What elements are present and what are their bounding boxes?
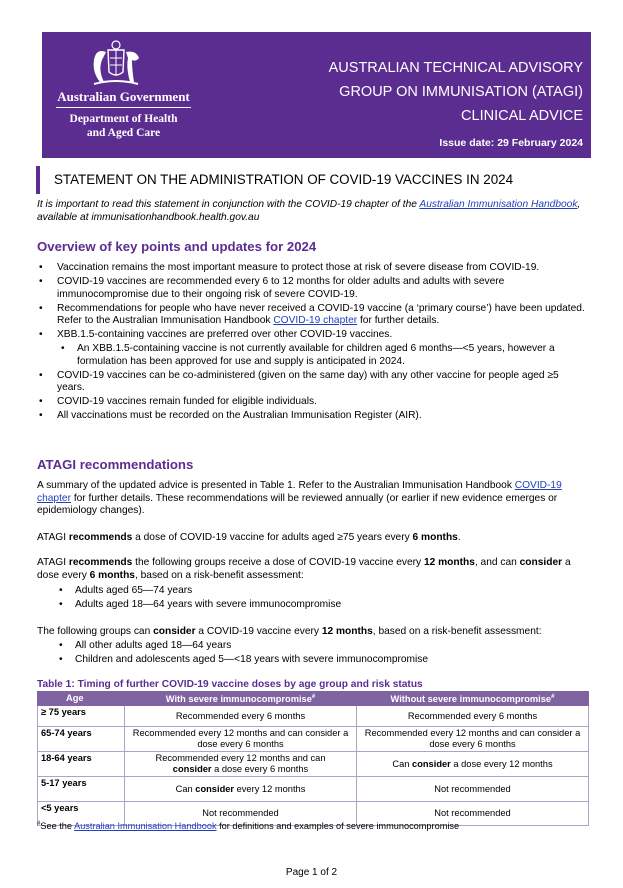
p4-c: a COVID-19 vaccine every <box>195 626 322 637</box>
header-age: Age <box>38 692 125 706</box>
age-cell: 65-74 years <box>38 727 125 752</box>
list-item: • Vaccination remains the most important measure to protect those at risk of severe disease from COVID-19. <box>37 262 589 275</box>
age-cell: <5 years <box>38 802 125 826</box>
p2-c: a dose of COVID-19 vaccine for adults aged ≥75 years every <box>132 532 413 543</box>
department-name <box>52 112 195 140</box>
p1-text: A summary of the updated advice is presented in Table 1. Refer to the Australian Immunisation Handbook <box>37 480 515 491</box>
table-header-row <box>38 692 589 706</box>
age-cell: ≥ 75 years <box>38 706 125 727</box>
table-row <box>38 727 589 752</box>
list-item: • XBB.1.5-containing vaccines are preferred over other COVID-19 vaccines. <box>37 329 589 342</box>
summary-paragraph <box>37 480 589 518</box>
divider <box>56 107 191 108</box>
intro-text <box>37 199 587 224</box>
intro-before: It is important to read this statement in conjunction with the COVID-19 chapter of the <box>37 199 420 210</box>
statement-title: STATEMENT ON THE ADMINISTRATION OF COVID-19 VACCINES IN 2024 <box>54 172 514 187</box>
footnote-after: for definitions and examples of severe immunocompromise <box>216 821 460 832</box>
p3-d: 12 months <box>423 557 475 568</box>
coat-of-arms-icon <box>86 38 146 90</box>
footnote-before: See the <box>40 821 75 832</box>
list-item: • COVID-19 vaccines can be co-administered (given on the same day) with any other vaccine for people aged ≥5 years. <box>37 370 589 395</box>
p4-b: consider <box>153 626 196 637</box>
p3-a: ATAGI <box>37 557 69 568</box>
covid-chapter-link-2[interactable]: COVID-19 chapter <box>37 480 562 504</box>
p4-e: , based on a risk-benefit assessment: <box>372 626 542 637</box>
list-item: • All vaccinations must be recorded on the Australian Immunisation Register (AIR). <box>37 410 589 423</box>
footnote <box>37 821 459 831</box>
p3-c: the following groups receive a dose of COVID-19 vaccine every <box>132 557 424 568</box>
r3-without-c: a dose every 12 months <box>450 758 553 769</box>
table-caption: Table 1: Timing of further COVID-19 vaccine doses by age group and risk status <box>37 679 423 690</box>
list-item: • Children and adolescents aged 5—<18 years with severe immunocompromise <box>37 653 589 667</box>
p3-b: recommends <box>68 557 133 568</box>
atagi-title <box>329 56 583 128</box>
table-row <box>38 777 589 802</box>
gov-name: Australian Government <box>57 89 190 104</box>
page-number: Page 1 of 2 <box>285 867 338 878</box>
dept-line-2: and Aged Care <box>86 127 161 139</box>
p2-e: . <box>457 532 461 543</box>
p3-h: 6 months <box>89 569 135 581</box>
without-cell: Not recommended <box>357 777 589 802</box>
statement-title-box <box>36 166 591 194</box>
header-with <box>125 692 357 706</box>
b3-after: for further details. <box>357 315 440 326</box>
without-cell: Recommended every 12 months and can consider a dose every 6 months <box>357 727 589 752</box>
r3-with-c: a dose every 6 months <box>211 764 309 775</box>
list-item: • COVID-19 vaccines are recommended every 6 to 12 months for older adults and adults with severe immunocompromise due to their ongoing risk of severe COVID-19. <box>37 276 589 301</box>
title-line-1: AUSTRALIAN TECHNICAL ADVISORY <box>328 60 583 76</box>
list-item <box>37 303 589 328</box>
r3-without-b: consider <box>412 758 451 769</box>
group-list-2 <box>37 639 589 667</box>
without-cell: Recommended every 6 months <box>357 706 589 727</box>
list-item: • Adults aged 65—74 years <box>37 584 589 598</box>
rec-12m-paragraph <box>37 557 589 582</box>
issue-date: Issue date: 29 February 2024 <box>439 137 583 149</box>
dept-line-1: Department of Health <box>69 113 178 125</box>
with-cell: Recommended every 6 months <box>125 706 357 727</box>
header-with-sup: # <box>311 694 316 700</box>
footnote-handbook-link[interactable]: Australian Immunisation Handbook <box>74 821 217 832</box>
age-cell: 18-64 years <box>38 752 125 777</box>
header-without-text: Without severe immunocompromise <box>390 694 552 705</box>
list-item: • COVID-19 vaccines remain funded for eligible individuals. <box>37 396 589 409</box>
group-list-1 <box>37 584 589 612</box>
r3-with-b: consider <box>172 764 212 775</box>
p3-e: , and can <box>474 557 520 568</box>
age-cell: 5-17 years <box>38 777 125 802</box>
p3-g: a dose every <box>37 557 571 581</box>
list-item: • An XBB.1.5-containing vaccine is not currently available for children aged 6 months—<5 years, however a formulation has been approved for use and supply is anticipated in 2024. <box>37 343 589 368</box>
table-row <box>38 706 589 727</box>
p4-d: 12 months <box>321 626 373 637</box>
p4-a: The following groups can <box>37 626 154 637</box>
recommendations-heading: ATAGI recommendations <box>37 457 194 472</box>
intro-after: , available at immunisationhandbook.health.gov.au <box>37 199 581 223</box>
header-without <box>357 692 589 706</box>
timing-table <box>37 691 589 826</box>
title-line-3: CLINICAL ADVICE <box>461 108 583 124</box>
with-cell <box>125 777 357 802</box>
p1-after: for further details. These recommendations will be reviewed annually (or earlier if new evidence emerges or epidemiology changes). <box>37 492 558 516</box>
p2-d: 6 months <box>412 532 458 543</box>
header-without-sup: # <box>551 694 555 700</box>
handbook-link[interactable]: Australian Immunisation Handbook <box>419 199 578 210</box>
table-row <box>38 752 589 777</box>
with-cell <box>125 752 357 777</box>
r3-without-a: Can <box>392 758 413 769</box>
with-cell: Not recommended <box>125 802 357 826</box>
r4-with-b: consider <box>195 783 235 794</box>
overview-heading: Overview of key points and updates for 2024 <box>37 239 317 254</box>
without-cell <box>357 752 589 777</box>
header-with-text: With severe immunocompromise <box>165 694 312 705</box>
footnote-sup: # <box>37 821 41 827</box>
consider-paragraph <box>37 626 589 639</box>
p2-b: recommends <box>68 532 133 543</box>
r4-with-c: every 12 months <box>234 783 306 794</box>
key-points-list <box>37 262 589 424</box>
list-item: • Adults aged 18—64 years with severe immunocompromise <box>37 598 589 612</box>
list-item: • All other adults aged 18—64 years <box>37 639 589 653</box>
header-banner <box>42 32 591 158</box>
p2-a: ATAGI <box>37 532 69 543</box>
without-cell: Not recommended <box>357 802 589 826</box>
b3-text: Recommendations for people who have never received a COVID-19 vaccine (a ‘primary course’) have been updated. Refer to the Australian Immunisation Handbook <box>57 302 585 326</box>
with-cell: Recommended every 12 months and can consider a dose every 6 months <box>125 727 357 752</box>
rec-75-paragraph <box>37 532 589 545</box>
p3-f: consider <box>519 557 563 568</box>
title-line-2: GROUP ON IMMUNISATION (ATAGI) <box>339 84 583 100</box>
covid-chapter-link[interactable]: COVID-19 chapter <box>273 315 358 326</box>
r4-with-a: Can <box>175 783 196 794</box>
r3-with-a: Recommended every 12 months and can <box>155 753 326 764</box>
p3-i: , based on a risk-benefit assessment: <box>134 569 304 581</box>
